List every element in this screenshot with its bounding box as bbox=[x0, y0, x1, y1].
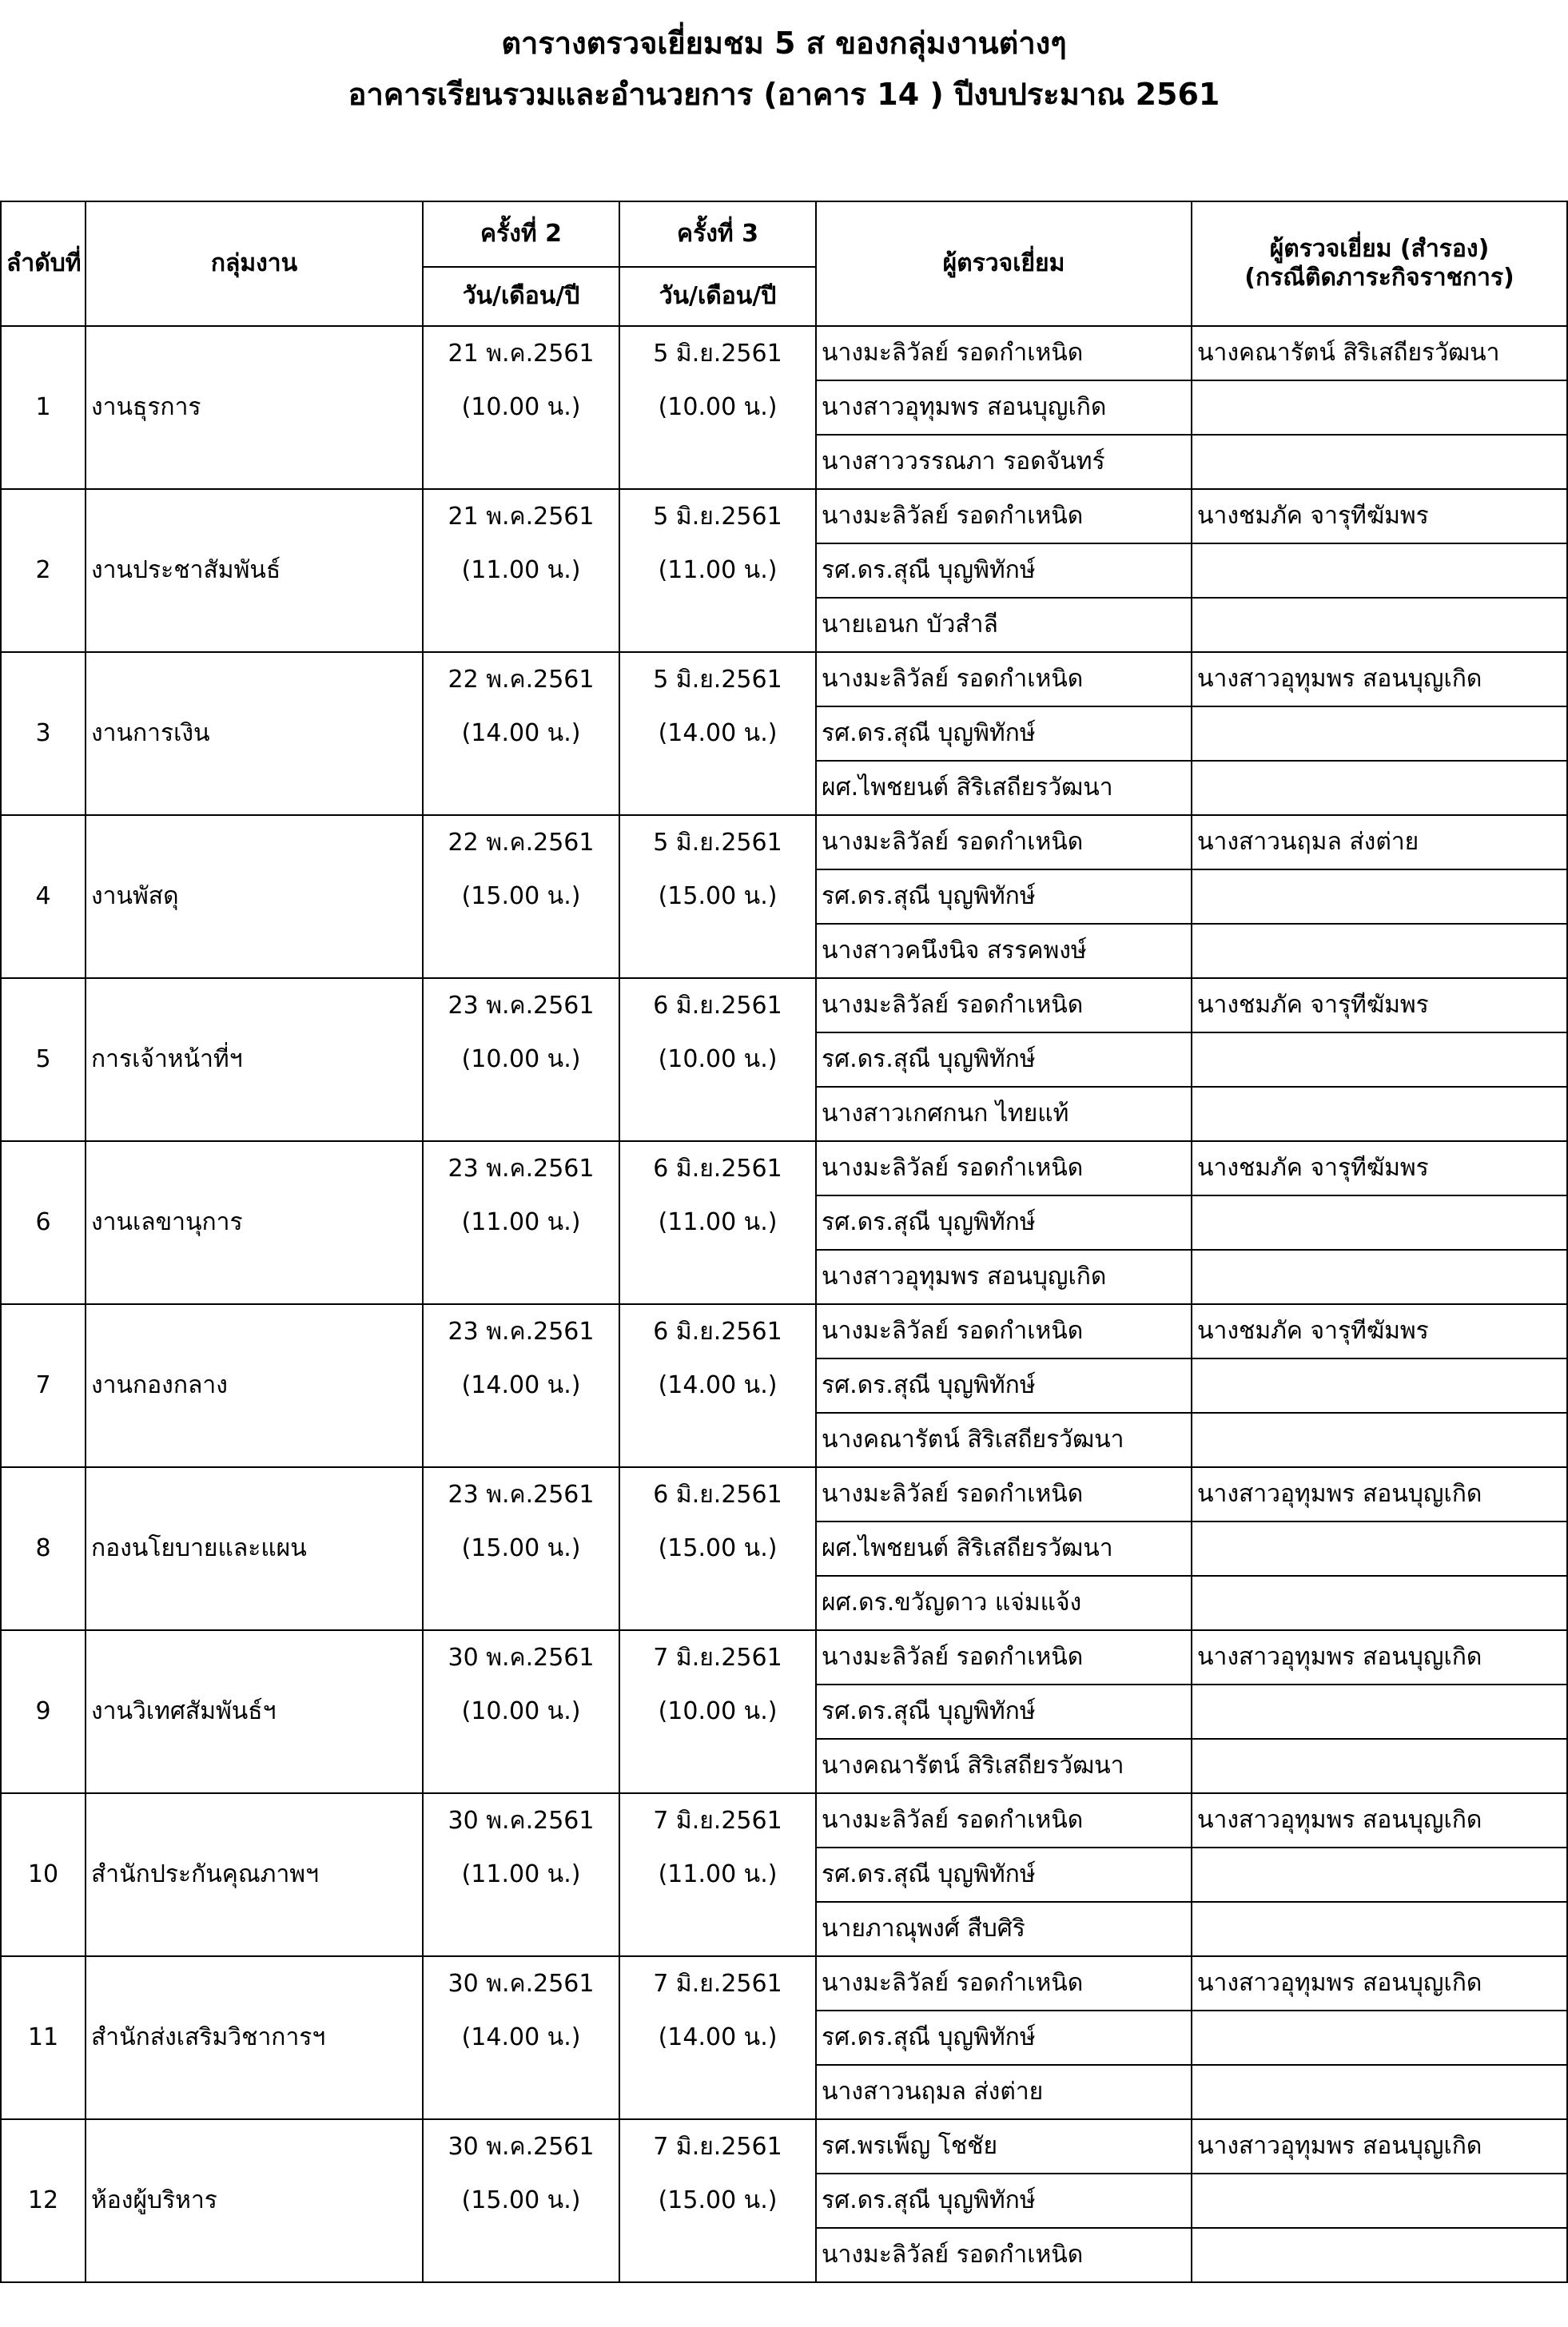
round-2-cell bbox=[423, 2228, 619, 2282]
round-3-cell: (15.00 น.) bbox=[619, 2174, 816, 2228]
inspector-name: นางมะลิวัลย์ รอดกำเหนิด bbox=[816, 326, 1192, 380]
round-2-cell: 30 พ.ค.2561 bbox=[423, 2119, 619, 2174]
reserve-inspector-cell bbox=[1192, 2011, 1567, 2065]
reserve-inspector-cell bbox=[1192, 380, 1567, 435]
inspector-name: นางสาวอุทุมพร สอนบุญเกิด bbox=[816, 1250, 1192, 1304]
reserve-inspector-cell bbox=[1192, 435, 1567, 489]
round-2-cell: (10.00 น.) bbox=[423, 1032, 619, 1087]
inspector-name: นางมะลิวัลย์ รอดกำเหนิด bbox=[816, 978, 1192, 1032]
inspector-name: รศ.ดร.สุณี บุญพิทักษ์ bbox=[816, 2011, 1192, 2065]
row-number: 7 bbox=[1, 1304, 86, 1467]
inspector-name: รศ.ดร.สุณี บุญพิทักษ์ bbox=[816, 1848, 1192, 1902]
reserve-inspector-cell bbox=[1192, 1087, 1567, 1141]
round-2-cell: (11.00 น.) bbox=[423, 1195, 619, 1250]
round-2-cell: 22 พ.ค.2561 bbox=[423, 652, 619, 706]
round-3-cell bbox=[619, 2065, 816, 2119]
inspector-name: นางมะลิวัลย์ รอดกำเหนิด bbox=[816, 1793, 1192, 1848]
round-2-cell: 30 พ.ค.2561 bbox=[423, 1630, 619, 1685]
reserve-inspector-cell: นางสาวอุทุมพร สอนบุญเกิด bbox=[1192, 1793, 1567, 1848]
header-reserve-line-1: ผู้ตรวจเยี่ยม (สำรอง) bbox=[1269, 235, 1490, 263]
reserve-inspector-cell bbox=[1192, 543, 1567, 598]
table-row bbox=[1, 1467, 1567, 1522]
round-3-cell: 5 มิ.ย.2561 bbox=[619, 652, 816, 706]
round-3-cell bbox=[619, 1413, 816, 1467]
round-2-cell bbox=[423, 1902, 619, 1956]
round-2-cell bbox=[423, 924, 619, 978]
round-2-cell: 30 พ.ค.2561 bbox=[423, 1956, 619, 2011]
row-number: 12 bbox=[1, 2119, 86, 2282]
reserve-inspector-cell: นางคณารัตน์ สิริเสถียรวัฒนา bbox=[1192, 326, 1567, 380]
inspector-name: รศ.ดร.สุณี บุญพิทักษ์ bbox=[816, 2174, 1192, 2228]
round-2-cell bbox=[423, 1087, 619, 1141]
inspector-name: นางสาวนฤมล ส่งต่าย bbox=[816, 2065, 1192, 2119]
inspector-name: นางมะลิวัลย์ รอดกำเหนิด bbox=[816, 1467, 1192, 1522]
reserve-inspector-cell: นางสาวอุทุมพร สอนบุญเกิด bbox=[1192, 1956, 1567, 2011]
inspection-schedule-table bbox=[0, 201, 1568, 2283]
row-number: 8 bbox=[1, 1467, 86, 1630]
title-line-2: อาคารเรียนรวมและอำนวยการ (อาคาร 14 ) ปีงบประมาณ 2561 bbox=[348, 77, 1220, 112]
reserve-inspector-cell bbox=[1192, 2228, 1567, 2282]
round-2-cell bbox=[423, 761, 619, 815]
inspector-name: รศ.ดร.สุณี บุญพิทักษ์ bbox=[816, 543, 1192, 598]
round-2-cell: (14.00 น.) bbox=[423, 2011, 619, 2065]
round-3-cell: 7 มิ.ย.2561 bbox=[619, 1956, 816, 2011]
round-2-cell: (15.00 น.) bbox=[423, 1522, 619, 1576]
round-3-cell: 6 มิ.ย.2561 bbox=[619, 978, 816, 1032]
reserve-inspector-cell bbox=[1192, 1358, 1567, 1413]
reserve-inspector-cell: นางสาวนฤมล ส่งต่าย bbox=[1192, 815, 1567, 869]
reserve-inspector-cell bbox=[1192, 1739, 1567, 1793]
round-3-cell: (15.00 น.) bbox=[619, 869, 816, 924]
reserve-inspector-cell bbox=[1192, 1413, 1567, 1467]
round-2-cell bbox=[423, 1576, 619, 1630]
round-3-cell bbox=[619, 1576, 816, 1630]
reserve-inspector-cell: นางสาวอุทุมพร สอนบุญเกิด bbox=[1192, 2119, 1567, 2174]
round-3-cell: 5 มิ.ย.2561 bbox=[619, 326, 816, 380]
round-3-cell: (10.00 น.) bbox=[619, 1685, 816, 1739]
round-3-cell: 7 มิ.ย.2561 bbox=[619, 1793, 816, 1848]
inspector-name: รศ.ดร.สุณี บุญพิทักษ์ bbox=[816, 706, 1192, 761]
inspector-name: นางมะลิวัลย์ รอดกำเหนิด bbox=[816, 815, 1192, 869]
reserve-inspector-cell: นางสาวอุทุมพร สอนบุญเกิด bbox=[1192, 1467, 1567, 1522]
round-2-cell: (11.00 น.) bbox=[423, 1848, 619, 1902]
round-2-cell: 30 พ.ค.2561 bbox=[423, 1793, 619, 1848]
reserve-inspector-cell bbox=[1192, 869, 1567, 924]
table-row bbox=[1, 978, 1567, 1032]
round-3-cell bbox=[619, 598, 816, 652]
header-reserve bbox=[1192, 201, 1567, 326]
round-3-cell: (10.00 น.) bbox=[619, 380, 816, 435]
header-no: ลำดับที่ bbox=[1, 201, 86, 326]
reserve-inspector-cell bbox=[1192, 2065, 1567, 2119]
round-3-cell bbox=[619, 435, 816, 489]
round-3-cell: (14.00 น.) bbox=[619, 706, 816, 761]
round-3-cell: (14.00 น.) bbox=[619, 2011, 816, 2065]
reserve-inspector-cell bbox=[1192, 1685, 1567, 1739]
header-round-2-date: วัน/เดือน/ปี bbox=[423, 267, 619, 326]
inspector-name: นางมะลิวัลย์ รอดกำเหนิด bbox=[816, 489, 1192, 543]
round-3-cell bbox=[619, 761, 816, 815]
round-2-cell: 23 พ.ค.2561 bbox=[423, 978, 619, 1032]
row-number: 11 bbox=[1, 1956, 86, 2119]
round-2-cell: (15.00 น.) bbox=[423, 869, 619, 924]
work-group-name: ห้องผู้บริหาร bbox=[86, 2119, 423, 2282]
inspector-name: รศ.ดร.สุณี บุญพิทักษ์ bbox=[816, 869, 1192, 924]
title-line-1: ตารางตรวจเยี่ยมชม 5 ส ของกลุ่มงานต่างๆ bbox=[501, 26, 1067, 61]
round-2-cell: (11.00 น.) bbox=[423, 543, 619, 598]
round-2-cell bbox=[423, 1413, 619, 1467]
inspector-name: นางคณารัตน์ สิริเสถียรวัฒนา bbox=[816, 1739, 1192, 1793]
header-inspectors: ผู้ตรวจเยี่ยม bbox=[816, 201, 1192, 326]
round-3-cell: 7 มิ.ย.2561 bbox=[619, 1630, 816, 1685]
inspector-name: นายภาณุพงศ์ สืบศิริ bbox=[816, 1902, 1192, 1956]
table-row bbox=[1, 1304, 1567, 1358]
work-group-name: งานประชาสัมพันธ์ bbox=[86, 489, 423, 652]
round-2-cell bbox=[423, 2065, 619, 2119]
round-2-cell bbox=[423, 1739, 619, 1793]
reserve-inspector-cell bbox=[1192, 706, 1567, 761]
inspector-name: รศ.พรเพ็ญ โชชัย bbox=[816, 2119, 1192, 2174]
reserve-inspector-cell bbox=[1192, 1902, 1567, 1956]
inspector-name: ผศ.ดร.ขวัญดาว แจ่มแจ้ง bbox=[816, 1576, 1192, 1630]
reserve-inspector-cell: นางชมภัค จารุทีฆัมพร bbox=[1192, 1141, 1567, 1195]
round-3-cell: 5 มิ.ย.2561 bbox=[619, 815, 816, 869]
round-3-cell bbox=[619, 1250, 816, 1304]
round-2-cell: 21 พ.ค.2561 bbox=[423, 489, 619, 543]
reserve-inspector-cell bbox=[1192, 1522, 1567, 1576]
round-3-cell: 5 มิ.ย.2561 bbox=[619, 489, 816, 543]
row-number: 2 bbox=[1, 489, 86, 652]
round-3-cell bbox=[619, 1087, 816, 1141]
work-group-name: งานธุรการ bbox=[86, 326, 423, 489]
reserve-inspector-cell bbox=[1192, 1195, 1567, 1250]
inspector-name: ผศ.ไพชยนต์ สิริเสถียรวัฒนา bbox=[816, 761, 1192, 815]
work-group-name: งานวิเทศสัมพันธ์ฯ bbox=[86, 1630, 423, 1793]
work-group-name: งานพัสดุ bbox=[86, 815, 423, 978]
table-row bbox=[1, 652, 1567, 706]
round-2-cell: (14.00 น.) bbox=[423, 1358, 619, 1413]
header-group: กลุ่มงาน bbox=[86, 201, 423, 326]
table-row bbox=[1, 2119, 1567, 2174]
row-number: 3 bbox=[1, 652, 86, 815]
round-3-cell bbox=[619, 924, 816, 978]
table-row bbox=[1, 1956, 1567, 2011]
round-2-cell: 23 พ.ค.2561 bbox=[423, 1467, 619, 1522]
inspector-name: รศ.ดร.สุณี บุญพิทักษ์ bbox=[816, 1032, 1192, 1087]
inspector-name: ผศ.ไพชยนต์ สิริเสถียรวัฒนา bbox=[816, 1522, 1192, 1576]
reserve-inspector-cell bbox=[1192, 1250, 1567, 1304]
round-3-cell bbox=[619, 1902, 816, 1956]
header-round-3-date: วัน/เดือน/ปี bbox=[619, 267, 816, 326]
inspector-name: นางมะลิวัลย์ รอดกำเหนิด bbox=[816, 1956, 1192, 2011]
reserve-inspector-cell bbox=[1192, 761, 1567, 815]
round-2-cell bbox=[423, 598, 619, 652]
round-3-cell: (15.00 น.) bbox=[619, 1522, 816, 1576]
round-3-cell: 7 มิ.ย.2561 bbox=[619, 2119, 816, 2174]
round-2-cell bbox=[423, 1250, 619, 1304]
reserve-inspector-cell: นางชมภัค จารุทีฆัมพร bbox=[1192, 489, 1567, 543]
inspector-name: รศ.ดร.สุณี บุญพิทักษ์ bbox=[816, 1195, 1192, 1250]
round-3-cell: 6 มิ.ย.2561 bbox=[619, 1304, 816, 1358]
header-reserve-line-2: (กรณีติดภาระกิจราชการ) bbox=[1244, 264, 1514, 292]
round-2-cell: 21 พ.ค.2561 bbox=[423, 326, 619, 380]
reserve-inspector-cell bbox=[1192, 598, 1567, 652]
reserve-inspector-cell: นางชมภัค จารุทีฆัมพร bbox=[1192, 978, 1567, 1032]
inspector-name: นางคณารัตน์ สิริเสถียรวัฒนา bbox=[816, 1413, 1192, 1467]
table-row bbox=[1, 489, 1567, 543]
row-number: 1 bbox=[1, 326, 86, 489]
work-group-name: งานเลขานุการ bbox=[86, 1141, 423, 1304]
work-group-name: งานกองกลาง bbox=[86, 1304, 423, 1467]
row-number: 4 bbox=[1, 815, 86, 978]
table-row bbox=[1, 1141, 1567, 1195]
row-number: 5 bbox=[1, 978, 86, 1141]
reserve-inspector-cell bbox=[1192, 1032, 1567, 1087]
inspector-name: นางสาววรรณภา รอดจันทร์ bbox=[816, 435, 1192, 489]
round-2-cell: (14.00 น.) bbox=[423, 706, 619, 761]
round-3-cell bbox=[619, 1739, 816, 1793]
reserve-inspector-cell: นางสาวอุทุมพร สอนบุญเกิด bbox=[1192, 1630, 1567, 1685]
inspector-name: นางสาวคนึงนิจ สรรคพงษ์ bbox=[816, 924, 1192, 978]
round-3-cell: 6 มิ.ย.2561 bbox=[619, 1141, 816, 1195]
inspector-name: นางมะลิวัลย์ รอดกำเหนิด bbox=[816, 1630, 1192, 1685]
reserve-inspector-cell: นางสาวอุทุมพร สอนบุญเกิด bbox=[1192, 652, 1567, 706]
header-round-3: ครั้งที่ 3 bbox=[619, 201, 816, 267]
inspector-name: นางสาวเกศกนก ไทยแท้ bbox=[816, 1087, 1192, 1141]
reserve-inspector-cell bbox=[1192, 1576, 1567, 1630]
row-number: 9 bbox=[1, 1630, 86, 1793]
round-2-cell: 23 พ.ค.2561 bbox=[423, 1141, 619, 1195]
round-3-cell bbox=[619, 2228, 816, 2282]
table-header bbox=[1, 201, 1567, 326]
round-3-cell: (11.00 น.) bbox=[619, 1195, 816, 1250]
round-2-cell: (10.00 น.) bbox=[423, 1685, 619, 1739]
table-row bbox=[1, 326, 1567, 380]
table-row bbox=[1, 1630, 1567, 1685]
inspector-name: นางมะลิวัลย์ รอดกำเหนิด bbox=[816, 652, 1192, 706]
inspector-name: นางมะลิวัลย์ รอดกำเหนิด bbox=[816, 1304, 1192, 1358]
round-2-cell: 23 พ.ค.2561 bbox=[423, 1304, 619, 1358]
round-3-cell: 6 มิ.ย.2561 bbox=[619, 1467, 816, 1522]
work-group-name: สำนักประกันคุณภาพฯ bbox=[86, 1793, 423, 1956]
inspector-name: นางมะลิวัลย์ รอดกำเหนิด bbox=[816, 2228, 1192, 2282]
reserve-inspector-cell bbox=[1192, 924, 1567, 978]
row-number: 6 bbox=[1, 1141, 86, 1304]
round-3-cell: (11.00 น.) bbox=[619, 1848, 816, 1902]
round-2-cell: (10.00 น.) bbox=[423, 380, 619, 435]
work-group-name: สำนักส่งเสริมวิชาการฯ bbox=[86, 1956, 423, 2119]
inspector-name: นางมะลิวัลย์ รอดกำเหนิด bbox=[816, 1141, 1192, 1195]
inspector-name: นางสาวอุทุมพร สอนบุญเกิด bbox=[816, 380, 1192, 435]
round-3-cell: (11.00 น.) bbox=[619, 543, 816, 598]
round-2-cell bbox=[423, 435, 619, 489]
inspector-name: รศ.ดร.สุณี บุญพิทักษ์ bbox=[816, 1685, 1192, 1739]
table-body bbox=[1, 326, 1567, 2282]
work-group-name: งานการเงิน bbox=[86, 652, 423, 815]
round-3-cell: (14.00 น.) bbox=[619, 1358, 816, 1413]
inspector-name: รศ.ดร.สุณี บุญพิทักษ์ bbox=[816, 1358, 1192, 1413]
table-row bbox=[1, 815, 1567, 869]
work-group-name: การเจ้าหน้าที่ฯ bbox=[86, 978, 423, 1141]
inspector-name: นายเอนก บัวสำลี bbox=[816, 598, 1192, 652]
row-number: 10 bbox=[1, 1793, 86, 1956]
round-2-cell: 22 พ.ค.2561 bbox=[423, 815, 619, 869]
reserve-inspector-cell: นางชมภัค จารุทีฆัมพร bbox=[1192, 1304, 1567, 1358]
round-3-cell: (10.00 น.) bbox=[619, 1032, 816, 1087]
round-2-cell: (15.00 น.) bbox=[423, 2174, 619, 2228]
header-round-2: ครั้งที่ 2 bbox=[423, 201, 619, 267]
title-block bbox=[0, 18, 1568, 120]
work-group-name: กองนโยบายและแผน bbox=[86, 1467, 423, 1630]
reserve-inspector-cell bbox=[1192, 1848, 1567, 1902]
table-row bbox=[1, 1793, 1567, 1848]
reserve-inspector-cell bbox=[1192, 2174, 1567, 2228]
